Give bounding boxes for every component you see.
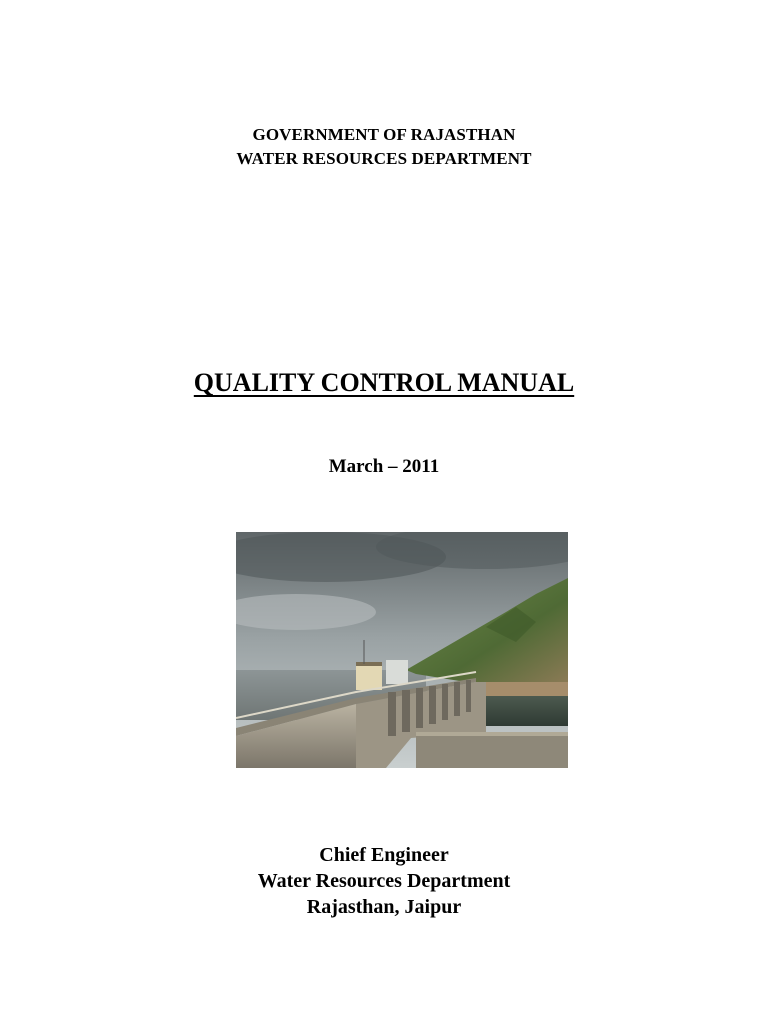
document-title-text: QUALITY CONTROL MANUAL <box>193 368 575 397</box>
government-name: GOVERNMENT OF RAJASTHAN <box>252 125 516 144</box>
department-name: WATER RESOURCES DEPARTMENT <box>236 149 532 168</box>
office-department: Water Resources Department <box>257 870 511 892</box>
office-location: Rajasthan, Jaipur <box>306 896 462 918</box>
office-designation: Chief Engineer <box>319 844 449 866</box>
document-title <box>0 366 768 400</box>
dam-photo <box>236 532 568 768</box>
document-date: March – 2011 <box>328 456 440 477</box>
issuing-office <box>0 842 768 920</box>
issuing-authority <box>0 123 768 171</box>
